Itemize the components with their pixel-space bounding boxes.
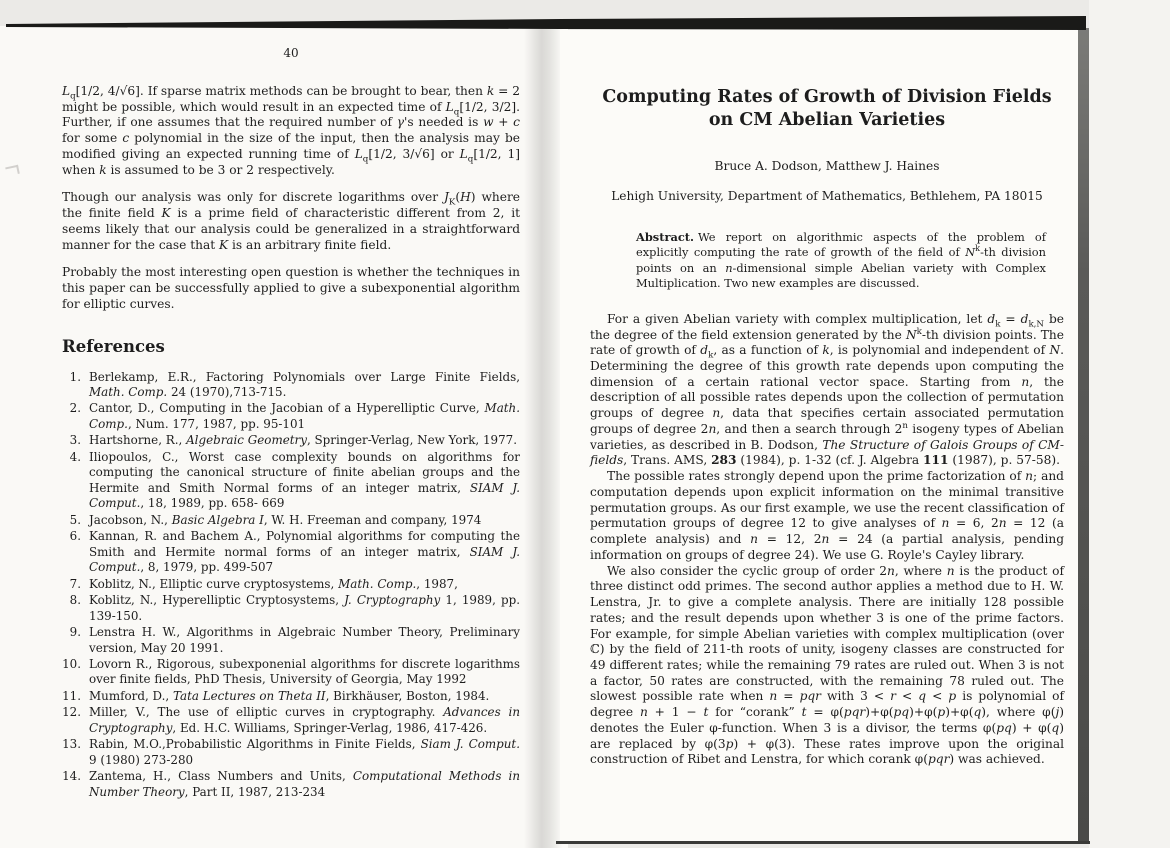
reference-text: Mumford, D., Tata Lectures on Theta II, Birkhäuser, Boston, 1984. xyxy=(89,688,490,703)
paragraph: The possible rates strongly depend upon the prime factorization of n; and computation depends upon explicit information on the minimal transitive permutation groups. As our first example, we use the recent classification of permutation groups of degree 12 to give analyses of n = 6, 2n = 12 (a complete analysis) and n = 12, 2n = 24 (a partial analysis, pending information on groups of degree 24). We use G. Royle's Cayley library. xyxy=(590,469,1064,562)
reference-number: 12. xyxy=(62,705,81,720)
reference-number: 8. xyxy=(69,593,81,608)
reference-number: 7. xyxy=(69,576,81,591)
reference-text: Jacobson, N., Basic Algebra I, W. H. Freeman and company, 1974 xyxy=(89,512,482,527)
paragraph: For a given Abelian variety with complex multiplication, let $d_k = d_{k,N}$ be the degree of the field extension generated by the $N^k-th$ division points. The rate of growth of $d_k$, as a function of k, is polynomial and independent of N. Determining the degree of this growth rate depends upon computing the dimension of a certain rational vector space. Starting from n, the description of all possible rates depends upon the collection of permutation groups of degree n, data that specifies certain associated permutation groups of degree 2n, and then a search through 2$^n$ isogeny types of Abelian varieties, as described in B. Dodson, The Structure of Galois Groups of CM-fields, Trans. AMS, 283 (1984), p. 1-32 (cf. J. Algebra 111 (1987), p. 57-58). xyxy=(590,311,1064,468)
page-bottom-edge xyxy=(556,841,1090,844)
affiliation: Lehigh University, Department of Mathematics, Bethlehem, PA 18015 xyxy=(611,189,1043,204)
reference-item xyxy=(62,689,520,704)
reference-number: 10. xyxy=(62,656,81,671)
reference-text: Lenstra H. W., Algorithms in Algebraic Number Theory, Preliminary version, May 20 1991. xyxy=(89,625,520,655)
reference-text: Hartshorne, R., Algebraic Geometry, Springer-Verlag, New York, 1977. xyxy=(89,433,518,448)
reference-text: Miller, V., The use of elliptic curves in cryptography. Advances in Cryptography, Ed. H.C. Williams, Springer-Verlag, 1986, 417-426. xyxy=(89,705,520,735)
scanner-background xyxy=(1089,0,1170,848)
reference-item xyxy=(62,513,520,528)
reference-number: 5. xyxy=(69,512,81,527)
abstract-text: We report on algorithmic aspects of the problem of explicitly computing the rate of growth of the field of $N^k-th$ division points on an n-dimensional simple Abelian variety with Complex Multiplication. Two new examples are discussed. xyxy=(636,230,1046,290)
reference-number: 3. xyxy=(69,433,81,448)
paragraph: Probably the most interesting open question is whether the techniques in this paper can be successfully applied to give a subexponential algorithm for elliptic curves. xyxy=(62,265,520,311)
reference-text: Kannan, R. and Bachem A., Polynomial algorithms for computing the Smith and Hermite normal forms of an integer matrix, SIAM J. Comput., 8, 1979, pp. 499-507 xyxy=(89,529,520,575)
reference-item xyxy=(62,769,520,800)
article-title-line2: on CM Abelian Varieties xyxy=(708,110,946,131)
reference-item xyxy=(62,370,520,401)
article-title xyxy=(590,86,1064,132)
references-heading: References xyxy=(62,336,165,356)
reference-text: Berlekamp, E.R., Factoring Polynomials over Large Finite Fields, Math. Comp. 24 (1970),713-715. xyxy=(89,369,520,400)
reference-number: 9. xyxy=(69,625,81,640)
reference-item xyxy=(62,625,520,656)
abstract xyxy=(636,230,1046,291)
paragraph: We also consider the cyclic group of order 2n, where n is the product of three distinct odd primes. The second author applies a method due to H. W. Lenstra, Jr. to give a complete analysis. There are initially 128 possible rates; and the result depends upon whether 3 is one of the prime factors. For example, for simple Abelian varieties with complex multiplication (over ℂ) by the field of 211-th roots of unity, isogeny classes are constructed for 49 different rates; while the remaining 79 rates are ruled out. When 3 is not a factor, 50 rates are constructed, with the remaining 78 ruled out. The slowest possible rate when n = pqr with 3 < r < q < p is polynomial of degree n + 1 − t for “corank” t = φ(pqr)+φ(pq)+φ(p)+φ(q), where φ(j) denotes the Euler φ-function. When 3 is a divisor, the terms φ(pq) + φ(q) are replaced by φ(3p) + φ(3). These rates improve upon the original construction of Ribet and Lenstra, for which corank φ(pqr) was achieved. xyxy=(590,563,1065,767)
reference-item xyxy=(62,593,520,624)
reference-item xyxy=(62,577,520,592)
reference-text: Lovorn R., Rigorous, subexponenial algorithms for discrete logarithms over finite fields, PhD Thesis, University of Georgia, May 1992 xyxy=(89,656,520,687)
reference-text: Iliopoulos, C., Worst case complexity bounds on algorithms for computing the canonical structure of finite abelian groups and the Hermite and Smith Normal forms of an integer matrix, SIAM J. Comput., 18, 1989, pp. 658- 669 xyxy=(89,449,520,511)
reference-number: 1. xyxy=(69,369,81,384)
page-number: 40 xyxy=(283,46,299,60)
reference-number: 6. xyxy=(69,529,81,544)
reference-number: 2. xyxy=(69,401,81,416)
paragraph: Though our analysis was only for discrete logarithms over $J_K(H)$ where the finite field K is a prime field of characteristic different from 2, it seems likely that our analysis could be generalized in a straightforward manner for the case that K is an arbitrary finite field. xyxy=(62,190,521,252)
reference-item xyxy=(62,737,520,768)
reference-item xyxy=(62,450,520,512)
authors: Bruce A. Dodson, Matthew J. Haines xyxy=(714,159,940,174)
reference-item xyxy=(62,657,520,688)
reference-item xyxy=(62,705,520,736)
reference-item xyxy=(62,529,520,575)
abstract-label: Abstract. xyxy=(636,230,695,245)
reference-number: 4. xyxy=(69,449,81,464)
reference-text: Rabin, M.O.,Probabilistic Algorithms in Finite Fields, Siam J. Comput. 9 (1980) 273-280 xyxy=(89,737,520,767)
right-page-content xyxy=(590,86,1064,768)
article-body xyxy=(590,312,1064,768)
article-title-line1: Computing Rates of Growth of Division Fields xyxy=(602,87,1052,107)
reference-number: 13. xyxy=(62,737,81,752)
reference-text: Zantema, H., Class Numbers and Units, Computational Methods in Number Theory, Part II, 1987, 213-234 xyxy=(89,769,520,799)
paragraph: $L_q[1/2$, 4/√6]. If sparse matrix methods can be brought to bear, then k = 2 might be possible, which would result in an expected time of $L_q[1/2$, 3/2]. Further, if one assumes that the required number of γ's needed is w + c for some c polynomial in the size of the input, then the analysis may be modified giving an expected running time of $L_q[1/2$, 3/√6] or $L_q[1/2$, 1] when k is assumed to be 3 or 2 respectively. xyxy=(62,84,520,177)
reference-text: Koblitz, N., Elliptic curve cryptosystems, Math. Comp., 1987, xyxy=(89,576,458,591)
reference-number: 14. xyxy=(62,769,81,784)
reference-item xyxy=(62,433,520,448)
reference-text: Cantor, D., Computing in the Jacobian of a Hyperelliptic Curve, Math. Comp., Num. 177, 1987, pp. 95-101 xyxy=(89,401,520,431)
reference-number: 11. xyxy=(62,688,81,703)
scan-edge-bar xyxy=(0,0,1170,40)
left-page-content xyxy=(62,46,520,801)
book-edge-strip xyxy=(1078,28,1089,843)
reference-text: Koblitz, N., Hyperelliptic Cryptosystems, J. Cryptography 1, 1989, pp. 139-150. xyxy=(89,593,521,623)
reference-item xyxy=(62,401,520,432)
